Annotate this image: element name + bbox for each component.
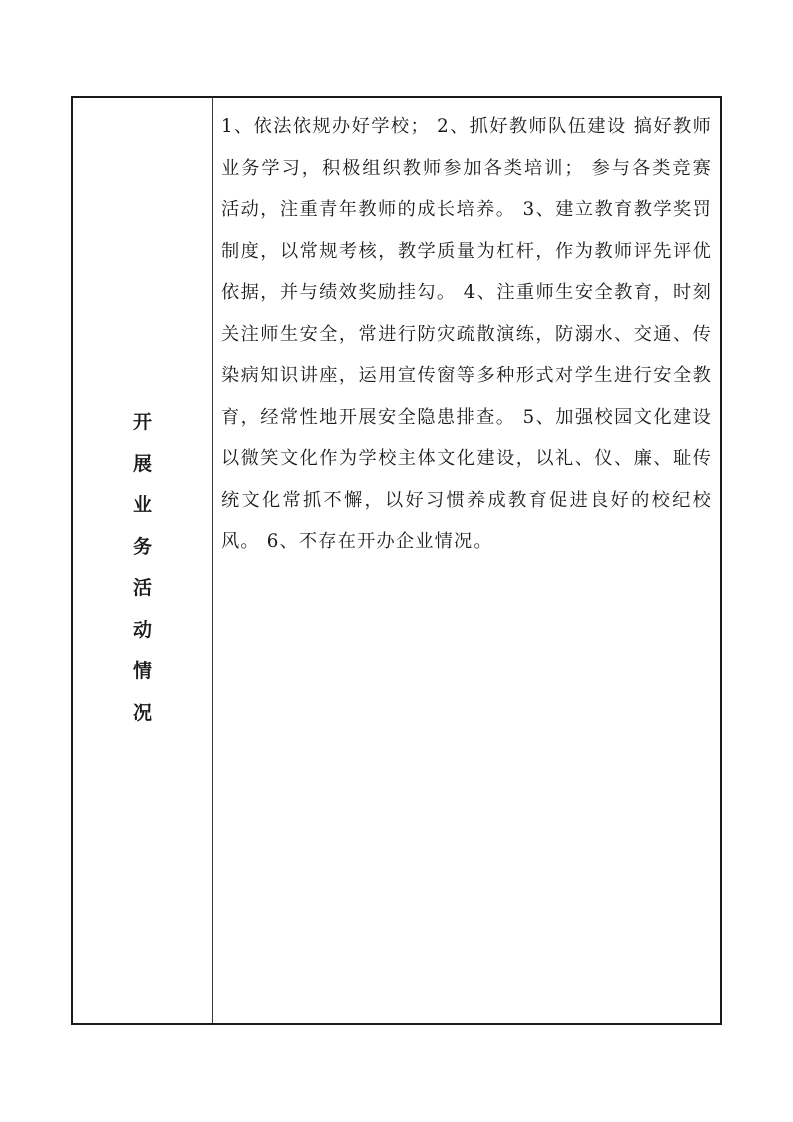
business-activities-table xyxy=(71,96,722,1025)
section-label-char: 况 xyxy=(132,701,152,724)
section-label xyxy=(73,402,212,734)
section-content-text: 1、依法依规办好学校； 2、抓好教师队伍建设 搞好教师业务学习，积极组织教师参加各类培训； 参与各类竞赛活动，注重青年教师的成长培养。 3、建立教育教学奖罚制度，以常规考核，教学质量为杠杆，作为教师评先评优依据，并与绩效奖励挂勾。 4、注重师生安全教育，时刻关注师生安全，常进行防灾疏散演练，防溺水、交通、传染病知识讲座，运用宣传窗等多种形式对学生进行安全教育，经常性地开展安全隐患排查。 5、加强校园文化建设 以微笑文化作为学校主体文化建设，以礼、仪、廉、耻传统文化常抓不懈，以好习惯养成教育促进良好的校纪校风。 6、不存在开办企业情况。 xyxy=(221,116,712,552)
section-label-char: 活 xyxy=(132,577,152,599)
section-label-char: 展 xyxy=(132,452,152,475)
section-label-cell xyxy=(73,98,213,1023)
section-content-cell xyxy=(213,98,720,1023)
section-label-char: 业 xyxy=(132,494,152,516)
section-label-char: 开 xyxy=(132,411,152,433)
section-label-char: 务 xyxy=(132,535,152,558)
section-label-char: 动 xyxy=(132,618,152,641)
section-label-char: 情 xyxy=(132,660,152,682)
